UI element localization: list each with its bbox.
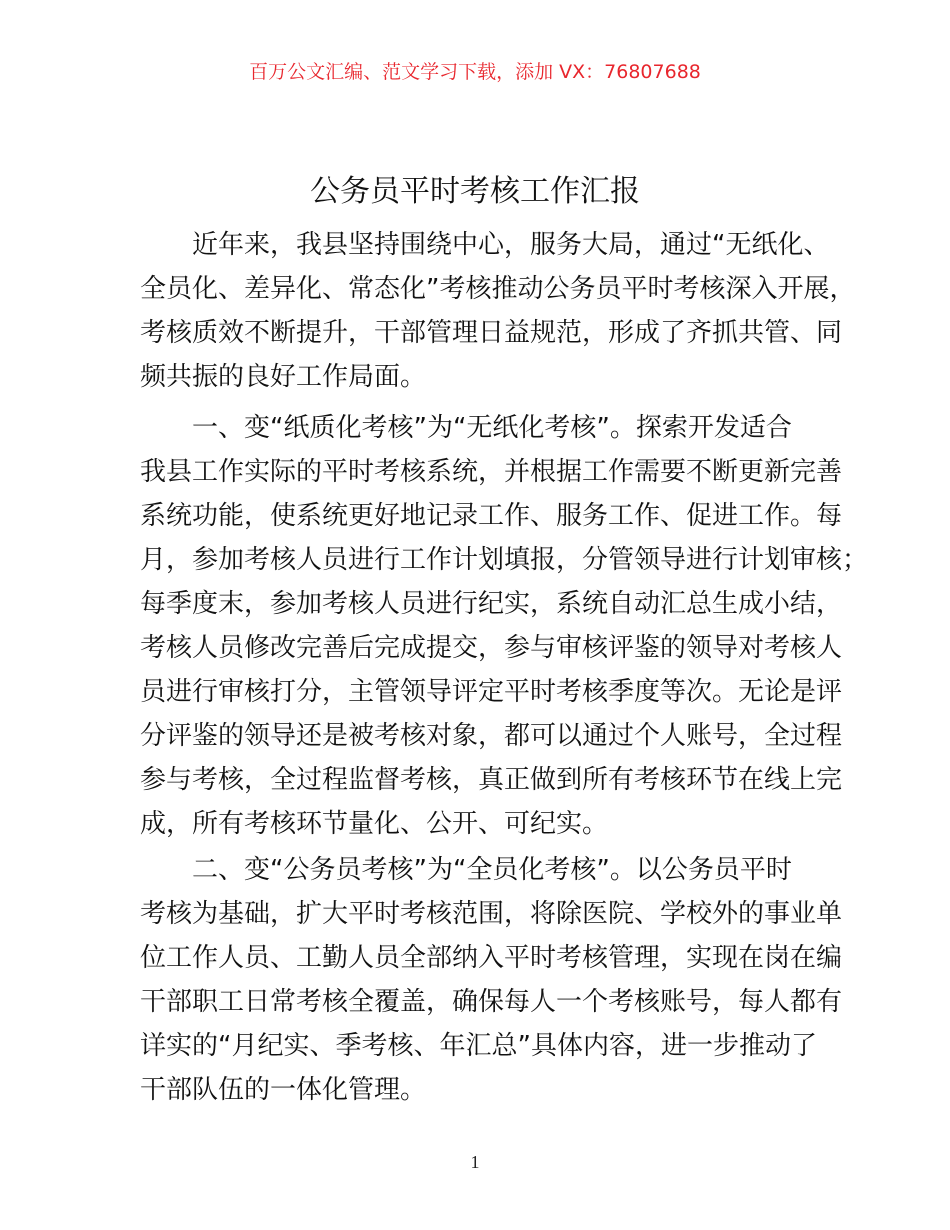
text-line: 我县工作实际的平时考核系统，并根据工作需要不断更新完善 [140, 457, 843, 487]
text-line: 考核质效不断提升，干部管理日益规范，形成了齐抓共管、同 [140, 318, 843, 348]
text-line: 员进行审核打分，主管领导评定平时考核季度等次。无论是评 [140, 677, 843, 707]
text-line: 详实的“月纪实、季考核、年汇总”具体内容，进一步推动了 [140, 1031, 817, 1061]
document-title: 公务员平时考核工作汇报 [310, 174, 640, 209]
text-line: 一、变“纸质化考核”为“无纸化考核”。探索开发适合 [192, 413, 792, 443]
text-line: 频共振的良好工作局面。 [140, 362, 427, 392]
page-number: 1 [470, 1152, 480, 1172]
text-line: 考核人员修改完善后完成提交，参与审核评鉴的领导对考核人 [140, 633, 843, 663]
text-line: 干部职工日常考核全覆盖，确保每人一个考核账号，每人都有 [140, 987, 843, 1017]
text-line: 月，参加考核人员进行工作计划填报，分管领导进行计划审核； [140, 545, 869, 575]
text-line: 干部队伍的一体化管理。 [140, 1075, 427, 1105]
paragraph-section-2 [140, 848, 843, 1112]
text-line: 近年来，我县坚持围绕中心，服务大局，通过“无纸化、 [192, 230, 830, 260]
text-line: 位工作人员、工勤人员全部纳入平时考核管理，实现在岗在编 [140, 943, 843, 973]
text-line: 二、变“公务员考核”为“全员化考核”。以公务员平时 [192, 855, 792, 885]
text-line: 每季度末，参加考核人员进行纪实，系统自动汇总生成小结， [140, 589, 843, 619]
watermark-header: 百万公文汇编、范文学习下载，添加 VX：76807688 [249, 61, 701, 83]
text-line: 分评鉴的领导还是被考核对象，都可以通过个人账号，全过程 [140, 721, 843, 751]
paragraph-section-1 [140, 406, 869, 846]
text-line: 全员化、差异化、常态化”考核推动公务员平时考核深入开展， [140, 274, 856, 304]
text-line: 考核为基础，扩大平时考核范围，将除医院、学校外的事业单 [140, 899, 843, 929]
text-line: 成，所有考核环节量化、公开、可纪实。 [140, 809, 609, 839]
text-line: 参与考核，全过程监督考核，真正做到所有考核环节在线上完 [140, 765, 843, 795]
text-line: 系统功能，使系统更好地记录工作、服务工作、促进工作。每 [140, 501, 843, 531]
paragraph-intro [140, 223, 856, 399]
